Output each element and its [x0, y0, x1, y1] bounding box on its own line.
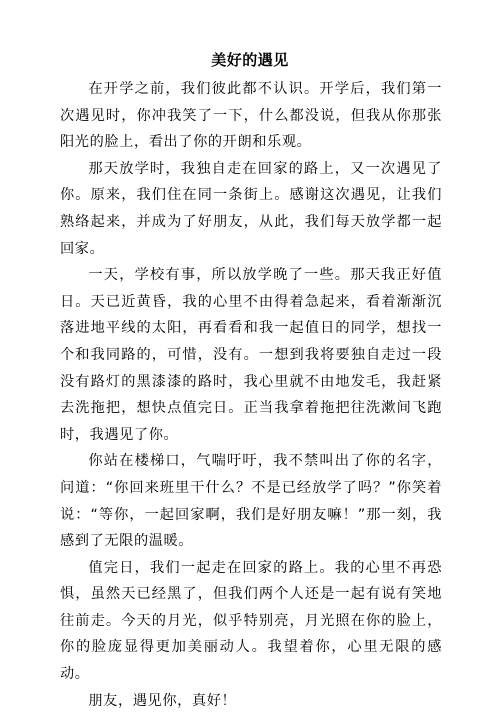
paragraph-4: 你站在楼梯口，气喘吁吁，我不禁叫出了你的名字，问道：“你回来班里干什么？不是已经放学了吗？”你笑着说：“等你，一起回家啊，我们是好朋友嘛！”那一刻，我感到了无限的温暖。	[60, 453, 442, 550]
paragraph-2: 那天放学时，我独自走在回家的路上，又一次遇见了你。原来，我们住在同一条街上。感谢这次遇见，让我们熟络起来，并成为了好朋友，从此，我们每天放学都一起回家。	[60, 160, 442, 257]
paragraph-1: 在开学之前，我们彼此都不认识。开学后，我们第一次遇见时，你冲我笑了一下，什么都没说，但我从你那张阳光的脸上，看出了你的开朗和乐观。	[60, 81, 442, 151]
paragraph-5: 值完日，我们一起走在回家的路上。我的心里不再恐惧，虽然天已经黑了，但我们两个人还是一起有说有笑地往前走。今天的月光，似乎特别亮，月光照在你的脸上，你的脸庞显得更加美丽动人。我望着你，心里无限的感动。	[60, 559, 442, 683]
document-body	[60, 76, 442, 714]
paragraph-6: 朋友，遇见你，真好！	[88, 692, 237, 709]
document-title: 美好的遇见	[211, 51, 289, 69]
paragraph-3: 一天，学校有事，所以放学晚了一些。那天我正好值日。天已近黄昏，我的心里不由得着急起来，看着渐渐沉落进地平线的太阳，再看看和我一起值日的同学，想找一个和我同路的，可惜，没有。一想到我将要独自走过一段没有路灯的黑漆漆的路时，我心里就不由地发毛，我赶紧去洗拖把，想快点值完日。正当我拿着拖把往洗漱间飞跑时，我遇见了你。	[60, 267, 442, 443]
